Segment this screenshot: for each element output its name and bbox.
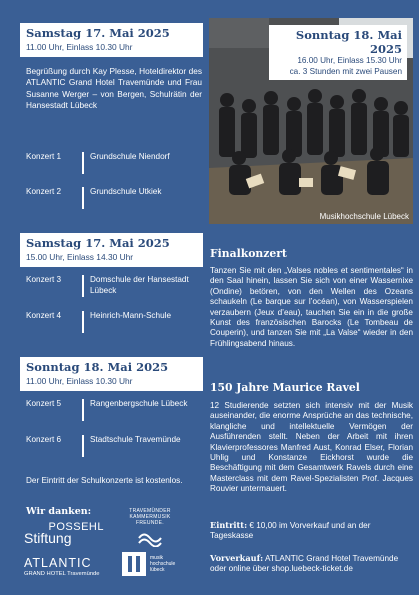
concert-label: Konzert 6 <box>26 435 62 444</box>
mhl-text: musik hochschule lübeck <box>150 555 176 573</box>
presale-label: Vorverkauf: <box>210 553 264 563</box>
mhl-logo <box>122 552 176 576</box>
divider <box>82 399 84 421</box>
final-time: 16.00 Uhr, Einlass 15.30 Uhr <box>297 56 402 65</box>
presale-text: ATLANTIC Grand Hotel Travemünde oder online über shop.luebeck-ticket.de <box>210 554 399 574</box>
divider <box>82 187 84 209</box>
kammermusik-text: TRAVEMÜNDER KAMMERMUSIK FREUNDE. <box>129 508 171 526</box>
day3-time: 11.00 Uhr, Einlass 10.30 Uhr <box>26 376 133 386</box>
ravel-heading: 150 Jahre Maurice Ravel <box>210 381 360 394</box>
final-concert-header <box>269 25 407 80</box>
final-duration: ca. 3 Stunden mit zwei Pausen <box>289 66 402 76</box>
concert-school: Stadtschule Travemünde <box>90 435 181 444</box>
photo-caption: Musikhochschule Lübeck <box>319 212 409 221</box>
admission-text: € 10,00 im Vorverkauf und an der Tageskasse <box>210 521 371 541</box>
day3-header <box>20 357 203 391</box>
day1-time: 11.00 Uhr, Einlass 10.30 Uhr <box>26 42 133 52</box>
divider <box>82 311 84 333</box>
day1-header <box>20 23 203 57</box>
day3-date: Sonntag 18. Mai 2025 <box>26 360 169 374</box>
finalkonzert-heading: Finalkonzert <box>210 247 287 260</box>
concert-school: Domschule der Hansestadt Lübeck <box>90 275 189 296</box>
right-column <box>203 0 419 595</box>
left-column <box>0 0 203 595</box>
divider <box>82 152 84 174</box>
atlantic-text: ATLANTIC <box>24 556 92 570</box>
divider <box>82 435 84 457</box>
final-date: Sonntag 18. Mai 2025 <box>295 28 402 56</box>
day2-time: 15.00 Uhr, Einlass 14.30 Uhr <box>26 252 134 262</box>
thanks-heading: Wir danken: <box>26 506 92 517</box>
divider <box>82 275 84 297</box>
wave-icon <box>137 529 163 547</box>
day2-date: Samstag 17. Mai 2025 <box>26 236 170 250</box>
atlantic-subtext: GRAND HOTEL Travemünde <box>24 571 100 577</box>
ravel-text: 12 Studierende setzten sich intensiv mit der Musik auseinander, die enorme Ansprüche an das technische, klangliche und intellektuelle Vermögen der Ausführenden stellt. Neben der Arbeit mit ihren Klavierprofessores Manfred Aust, Konrad Elser, Florian Uhlig und Konstanze Eickhorst wurde die Beschäftigung mit dem Gesamtwerk Ravels durch eine Masterclass mit dem Ravel-Spezialisten Prof. Jacques Rouvier untermauert. <box>210 401 413 494</box>
concert-label: Konzert 1 <box>26 152 62 161</box>
admission-label: Eintritt: <box>210 520 248 530</box>
atlantic-logo <box>24 556 100 577</box>
concert-school: Rangenbergschule Lübeck <box>90 399 188 408</box>
concert-label: Konzert 4 <box>26 311 62 320</box>
finalkonzert-text: Tanzen Sie mit den „Valses nobles et sentimentales“ in den Saal hinein, lassen Sie sich von einer Wassernixe (Ondine) betören, von den Wellen des Ozeans schaukeln (Le barque sur l’océan), von Wasserspielen verzaubern (Jeux d’eau), tauchen Sie ein in die große Kunst des französischen Barocks (Le Tombeau de Couperin), und tanzen Sie mit „La Valse“ wieder in den Frühlingsabend hinaus. <box>210 266 413 348</box>
concert-label: Konzert 5 <box>26 399 62 408</box>
welcome-text: Begrüßung durch Kay Plesse, Hoteldirektor des ATLANTIC Grand Hotel Travemünde und Frau Susanne Werger – von Bergen, Schulrätin der Hansestadt Lübeck <box>26 66 202 110</box>
presale-info <box>210 553 413 575</box>
possehl-logo <box>24 521 104 546</box>
admission-info <box>210 520 413 542</box>
concert-label: Konzert 3 <box>26 275 62 284</box>
concert-school: Grundschule Niendorf <box>90 152 170 161</box>
concert-label: Konzert 2 <box>26 187 62 196</box>
free-entry-note: Der Eintritt der Schulkonzerte ist kostenlos. <box>26 476 183 485</box>
kammermusik-logo <box>120 508 180 549</box>
day2-header <box>20 233 203 267</box>
concert-school: Grundschule Utkiek <box>90 187 162 196</box>
possehl-text: POSSEHL <box>48 521 104 533</box>
concert-school: Heinrich-Mann-Schule <box>90 311 171 320</box>
stiftung-text: Stiftung <box>24 530 72 546</box>
mhl-icon <box>122 552 146 576</box>
day1-date: Samstag 17. Mai 2025 <box>26 26 170 40</box>
